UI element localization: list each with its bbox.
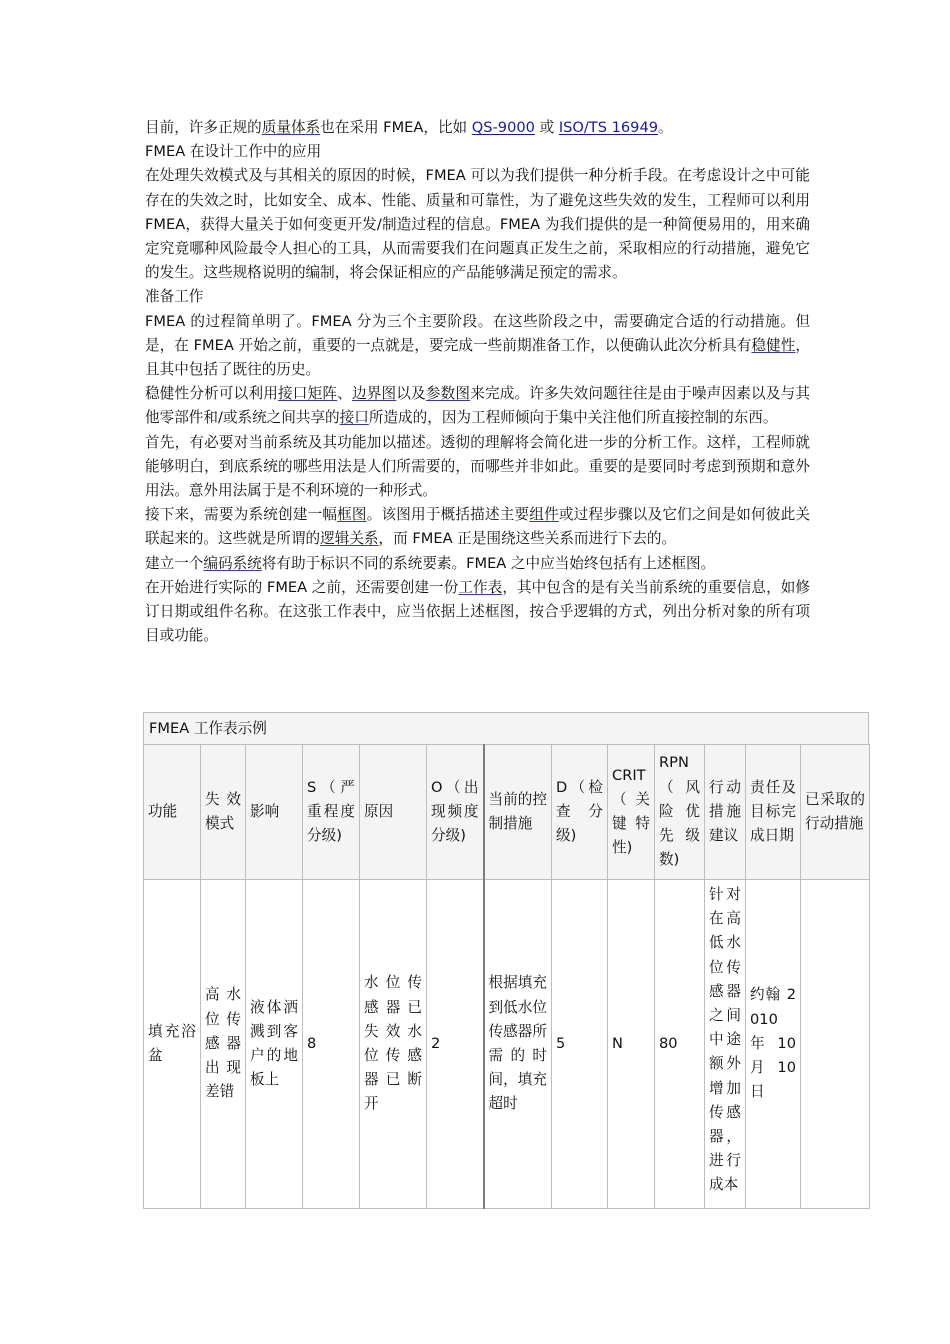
cell-detection: 5	[552, 880, 608, 1209]
document-body	[145, 116, 810, 648]
fmea-worksheet-example	[143, 712, 869, 1209]
link-logic-relation[interactable]: 逻辑关系	[320, 530, 379, 548]
header-current-controls: 当前的控制措施	[484, 745, 552, 880]
header-actions-taken: 已采取的行动措施	[801, 745, 870, 880]
text: 。该图用于概括描述主要	[366, 506, 530, 524]
link-boundary-diagram[interactable]: 边界图	[351, 385, 397, 403]
cell-recommended-actions: 针对在高低水位传感器之间中途额外增加传感器，进行成本	[705, 880, 746, 1209]
link-quality-system[interactable]: 质量体系	[261, 119, 321, 136]
paragraph-intro	[145, 116, 810, 140]
link-iso-ts-16949[interactable]: ISO/TS 16949	[558, 119, 659, 136]
text: 。	[658, 119, 673, 136]
text: 将有助于标识不同的系统要素。FMEA 之中应当始终包括有上述框图。	[261, 554, 716, 572]
text: 建立一个	[145, 554, 204, 572]
link-robustness[interactable]: 稳健性	[751, 336, 796, 354]
header-cause: 原因	[360, 745, 427, 880]
link-block-diagram[interactable]: 框图	[337, 506, 367, 524]
link-coding-system[interactable]: 编码系统	[203, 554, 262, 572]
cell-responsibility-date: 约翰 2010 年 10 月 10 日	[746, 880, 801, 1209]
cell-effect: 液体洒溅到客户的地板上	[246, 880, 303, 1209]
link-qs9000[interactable]: QS-9000	[471, 119, 535, 136]
header-occurrence: O（出现频度分级)	[427, 745, 484, 880]
text: 在开始进行实际的 FMEA 之前，还需要创建一份	[145, 578, 459, 596]
paragraph-block-diagram	[145, 503, 810, 551]
link-parameter-diagram[interactable]: 参数图	[425, 385, 471, 403]
text: 或过程步骤以及它们之间是如何彼此关联起来的。这些就是所谓的	[145, 506, 810, 548]
text: 所造成的，因为工程师倾向于集中关注他们所直接控制的东西。	[368, 409, 778, 427]
header-rpn: RPN（风险优先级数)	[655, 745, 705, 880]
cell-occurrence: 2	[427, 880, 484, 1209]
paragraph-process	[145, 310, 810, 383]
text: ，其中包含的是有关当前系统的重要信息，如修订日期或组件名称。在这张工作表中，应当依据上述框图，按合乎逻辑的方式，列出分析对象的所有项目或功能。	[145, 578, 810, 645]
text: FMEA 的过程简单明了。FMEA 分为三个主要阶段。在这些阶段之中，需要确定合适的行动措施。但是，在 FMEA 开始之前，重要的一点就是，要完成一些前期准备工作，以便确认此次分析具有	[145, 312, 810, 354]
link-interface-matrix[interactable]: 接口矩阵	[278, 385, 338, 403]
text: 稳健性分析可以利用	[145, 385, 279, 403]
heading-preparation: 准备工作	[145, 288, 204, 306]
link-component[interactable]: 组件	[529, 506, 559, 524]
text: 来完成。许多失效问题往往是由于噪声因素以及与其他零部件和/或系统之间共享的	[145, 385, 810, 427]
text: ，且其中包括了既往的历史。	[145, 336, 810, 379]
paragraph-describe-system: 首先，有必要对当前系统及其功能加以描述。透彻的理解将会简化进一步的分析工作。这样，工程师就能够明白，到底系统的哪些用法是人们所需要的，而哪些并非如此。重要的是要同时考虑到预期和意外用法。意外用法属于是不利环境的一种形式。	[145, 433, 810, 500]
header-detection: D（检查分级)	[552, 745, 608, 880]
header-responsibility-date: 责任及目标完成日期	[746, 745, 801, 880]
paragraph-coding-system	[145, 552, 810, 576]
cell-cause: 水位传感器已失效水位传感器已断开	[360, 880, 427, 1209]
table-header-row	[144, 745, 870, 880]
cell-severity: 8	[303, 880, 360, 1209]
heading-design-application: FMEA 在设计工作中的应用	[145, 143, 322, 161]
header-recommended-actions: 行动措施建议	[705, 745, 746, 880]
table-caption: FMEA 工作表示例	[143, 712, 869, 744]
text: 也在采用 FMEA，比如	[320, 119, 472, 136]
header-severity: S（严重程度分级)	[303, 745, 360, 880]
text: 、	[337, 385, 352, 403]
cell-crit: N	[608, 880, 655, 1209]
table-row	[144, 880, 870, 1209]
header-effect: 影响	[246, 745, 303, 880]
paragraph-worksheet	[145, 576, 810, 649]
cell-actions-taken	[801, 880, 870, 1209]
paragraph-robustness	[145, 382, 810, 430]
header-failure-mode: 失效模式	[201, 745, 246, 880]
header-crit: CRIT（关键特性)	[608, 745, 655, 880]
link-interface[interactable]: 接口	[339, 409, 369, 427]
text: 或	[534, 119, 559, 136]
fmea-table	[143, 744, 870, 1209]
text: 目前，许多正规的	[145, 119, 262, 136]
paragraph-design: 在处理失效模式及与其相关的原因的时候，FMEA 可以为我们提供一种分析手段。在考虑设计之中可能存在的失效之时，比如安全、成本、性能、质量和可靠性，为了避免这些失效的发生，工程师可以利用 FMEA，获得大量关于如何变更开发/制造过程的信息。FMEA 为我们提供的是一种简便易用的，用来确定究竟哪种风险最令人担心的工具，从而需要我们在问题真正发生之前，采取相应的行动措施，避免它的发生。这些规格说明的编制，将会保证相应的产品能够满足预定的需求。	[145, 167, 810, 282]
text: 以及	[396, 385, 426, 403]
text: ，而 FMEA 正是围绕这些关系而进行下去的。	[378, 530, 677, 548]
link-worksheet[interactable]: 工作表	[458, 578, 503, 596]
cell-rpn: 80	[655, 880, 705, 1209]
cell-current-controls: 根据填充到低水位传感器所需的时间，填充超时	[484, 880, 552, 1209]
header-function: 功能	[144, 745, 201, 880]
text: 接下来，需要为系统创建一幅	[145, 506, 338, 524]
cell-function: 填充浴盆	[144, 880, 201, 1209]
cell-failure-mode: 高水位传感器出现差错	[201, 880, 246, 1209]
